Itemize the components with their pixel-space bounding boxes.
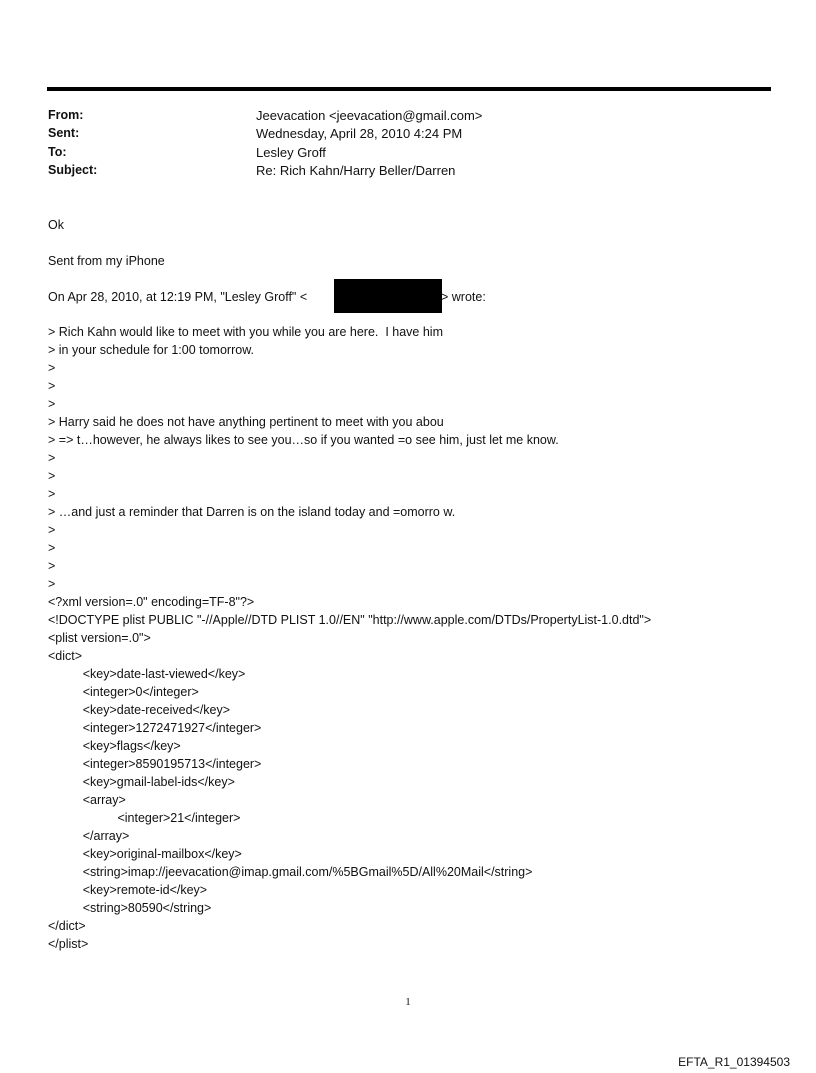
from-value: Jeevacation <jeevacation@gmail.com>	[256, 108, 483, 123]
body-line: <key>flags</key>	[48, 739, 181, 753]
quote-intro-start: On Apr 28, 2010, at 12:19 PM, "Lesley Groff" <	[48, 290, 308, 304]
sent-label: Sent:	[48, 126, 80, 140]
body-line: >	[48, 379, 56, 393]
subject-label: Subject:	[48, 163, 98, 177]
body-line: <string>80590</string>	[48, 901, 212, 915]
body-line: <dict>	[48, 649, 83, 663]
body-line: > Harry said he does not have anything pertinent to meet with you abou	[48, 415, 444, 429]
page-number: 1	[405, 996, 411, 1008]
body-line: <integer>21</integer>	[48, 811, 241, 825]
quote-intro-end: > wrote:	[441, 290, 486, 304]
redaction-box	[334, 279, 442, 313]
body-line: </dict>	[48, 919, 86, 933]
subject-value: Re: Rich Kahn/Harry Beller/Darren	[256, 163, 456, 178]
body-line: >	[48, 559, 56, 573]
body-line: > Rich Kahn would like to meet with you while you are here. I have him	[48, 325, 443, 339]
body-line: >	[48, 361, 56, 375]
body-line: <array>	[48, 793, 126, 807]
body-line: <string>imap://jeevacation@imap.gmail.com/%5BGmail%5D/All%20Mail</string>	[48, 865, 533, 879]
to-value: Lesley Groff	[256, 145, 326, 160]
body-line: <key>original-mailbox</key>	[48, 847, 242, 861]
body-line: <key>remote-id</key>	[48, 883, 208, 897]
reply-text: Ok	[48, 218, 64, 232]
body-line: > …and just a reminder that Darren is on the island today and =omorro w.	[48, 505, 456, 519]
sent-value: Wednesday, April 28, 2010 4:24 PM	[256, 126, 463, 141]
body-line: >	[48, 523, 56, 537]
body-line: <integer>1272471927</integer>	[48, 721, 262, 735]
body-line: <key>gmail-label-ids</key>	[48, 775, 235, 789]
body-line: <key>date-received</key>	[48, 703, 231, 717]
body-line: <key>date-last-viewed</key>	[48, 667, 246, 681]
body-line: <!DOCTYPE plist PUBLIC "-//Apple//DTD PLIST 1.0//EN" "http://www.apple.com/DTDs/PropertyList-1.0.dtd">	[48, 613, 652, 627]
body-line: >	[48, 451, 56, 465]
body-line: <plist version=.0">	[48, 631, 151, 645]
body-line: </array>	[48, 829, 130, 843]
document-id: EFTA_R1_01394503	[678, 1055, 790, 1069]
body-line: >	[48, 397, 56, 411]
body-line: >	[48, 577, 56, 591]
body-line: >	[48, 469, 56, 483]
body-line: >	[48, 541, 56, 555]
body-line: <integer>0</integer>	[48, 685, 199, 699]
body-line: > => t…however, he always likes to see you…so if you wanted =o see him, just let me know.	[48, 433, 559, 447]
body-line: </plist>	[48, 937, 89, 951]
from-label: From:	[48, 108, 84, 122]
body-line: >	[48, 487, 56, 501]
body-line: <integer>8590195713</integer>	[48, 757, 262, 771]
signature: Sent from my iPhone	[48, 254, 165, 268]
body-line: > in your schedule for 1:00 tomorrow.	[48, 343, 255, 357]
to-label: To:	[48, 145, 67, 159]
body-line: <?xml version=.0" encoding=TF-8"?>	[48, 595, 255, 609]
header-rule	[47, 87, 771, 91]
